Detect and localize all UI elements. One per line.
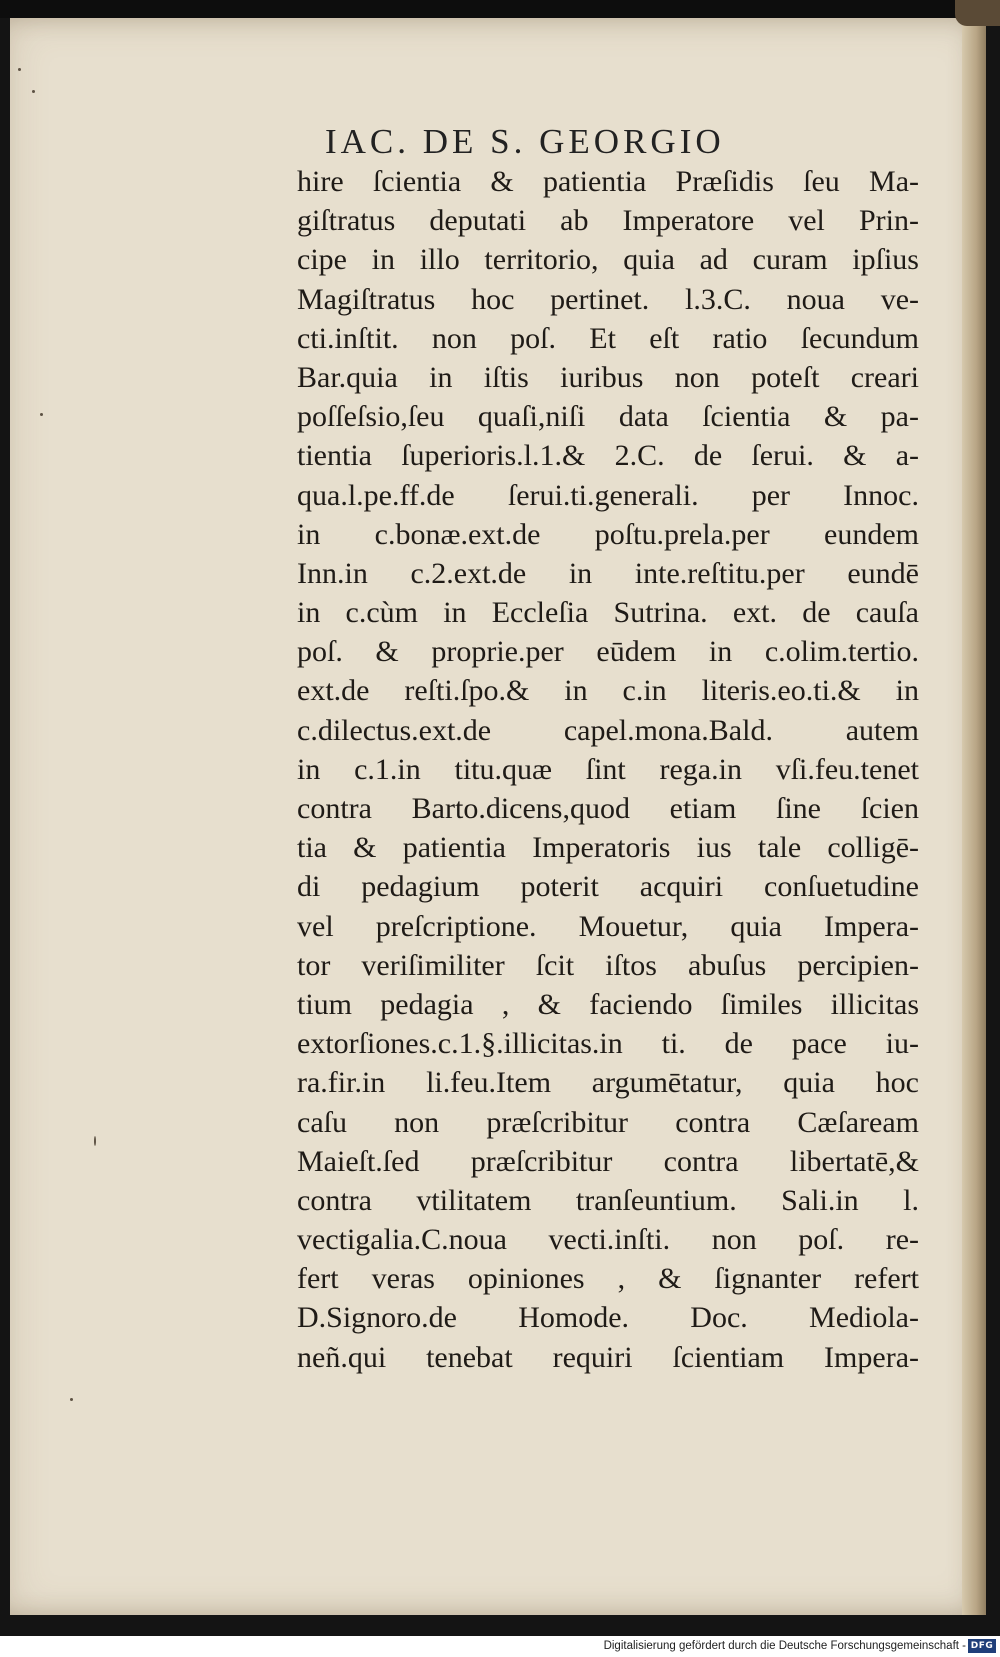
- text-line: neñ.qui tenebat requiri ſcientiam Impera-: [297, 1340, 919, 1374]
- text-line: poſ. & proprie.per eūdem in c.olim.tertio.: [297, 635, 919, 669]
- corner-tab: [955, 0, 1000, 26]
- paper-speck: [32, 90, 35, 93]
- text-line: Inn.in c.2.ext.de in inte.reſtitu.per eundē: [297, 556, 919, 590]
- text-line: poſſeſsio,ſeu quaſi,niſi data ſcientia & pa-: [297, 400, 919, 434]
- text-line: vectigalia.C.noua vecti.inſti. non poſ. re-: [297, 1223, 919, 1257]
- paper-speck: [40, 413, 43, 416]
- text-line: ext.de reſti.ſpo.& in c.in literis.eo.ti.& in: [297, 674, 919, 708]
- text-line: cipe in illo territorio, quia ad curam ipſius: [297, 243, 919, 277]
- funding-credit: Digitalisierung gefördert durch die Deutsche Forschungsgemeinschaft -: [603, 1640, 966, 1652]
- text-line: fert veras opiniones , & ſignanter refert: [297, 1262, 919, 1296]
- text-line: D.Signoro.de Homode. Doc. Mediola-: [297, 1301, 919, 1335]
- text-line: in c.1.in titu.quæ ſint rega.in vſi.feu.tenet: [297, 752, 919, 786]
- text-line: qua.l.pe.ff.de ſerui.ti.generali. per Innoc.: [297, 478, 919, 512]
- paper-speck: [70, 1398, 73, 1401]
- text-line: cti.inſtit. non poſ. Et eſt ratio ſecundum: [297, 321, 919, 355]
- text-line: ra.fir.in li.feu.Item argumētatur, quia hoc: [297, 1066, 919, 1100]
- text-line: giſtratus deputati ab Imperatore vel Prin-: [297, 204, 919, 238]
- dfg-logo: DFG: [968, 1639, 996, 1653]
- text-line: tientia ſuperioris.l.1.& 2.C. de ſerui. & a-: [297, 439, 919, 473]
- text-line: caſu non præſcribitur contra Cæſaream: [297, 1105, 919, 1139]
- text-line: in c.cùm in Eccleſia Sutrina. ext. de cauſa: [297, 596, 919, 630]
- digitization-footer: [0, 1636, 1000, 1657]
- text-line: tia & patientia Imperatoris ius tale colligē-: [297, 831, 919, 865]
- text-line: tium pedagia , & faciendo ſimiles illicitas: [297, 987, 919, 1021]
- text-line: Bar.quia in iſtis iuribus non poteſt creari: [297, 360, 919, 394]
- body-text: [297, 162, 919, 1377]
- text-line: tor veriſimiliter ſcit iſtos abuſus percipien-: [297, 948, 919, 982]
- text-line: in c.bonæ.ext.de poſtu.prela.per eundem: [297, 517, 919, 551]
- top-dark-edge: [0, 0, 1000, 18]
- paper-speck: [94, 1136, 96, 1146]
- text-line: contra vtilitatem tranſeuntium. Sali.in l.: [297, 1183, 919, 1217]
- paper-speck: [18, 68, 21, 71]
- text-line: di pedagium poterit acquiri conſuetudine: [297, 870, 919, 904]
- text-line: Maieſt.ſed præſcribitur contra libertatē,&: [297, 1144, 919, 1178]
- text-line: contra Barto.dicens,quod etiam ſine ſcien: [297, 792, 919, 825]
- running-head: IAC. DE S. GEORGIO: [325, 122, 725, 161]
- text-line: c.dilectus.ext.de capel.mona.Bald. autem: [297, 713, 919, 747]
- text-line: extorſiones.c.1.§.illicitas.in ti. de pace iu-: [297, 1027, 919, 1061]
- text-line: hire ſcientia & patientia Præſidis ſeu Ma-: [297, 165, 919, 198]
- page-fore-edge: [962, 18, 986, 1615]
- text-line: vel preſcriptione. Mouetur, quia Impera-: [297, 909, 919, 943]
- text-line: Magiſtratus hoc pertinet. l.3.C. noua ve-: [297, 282, 919, 316]
